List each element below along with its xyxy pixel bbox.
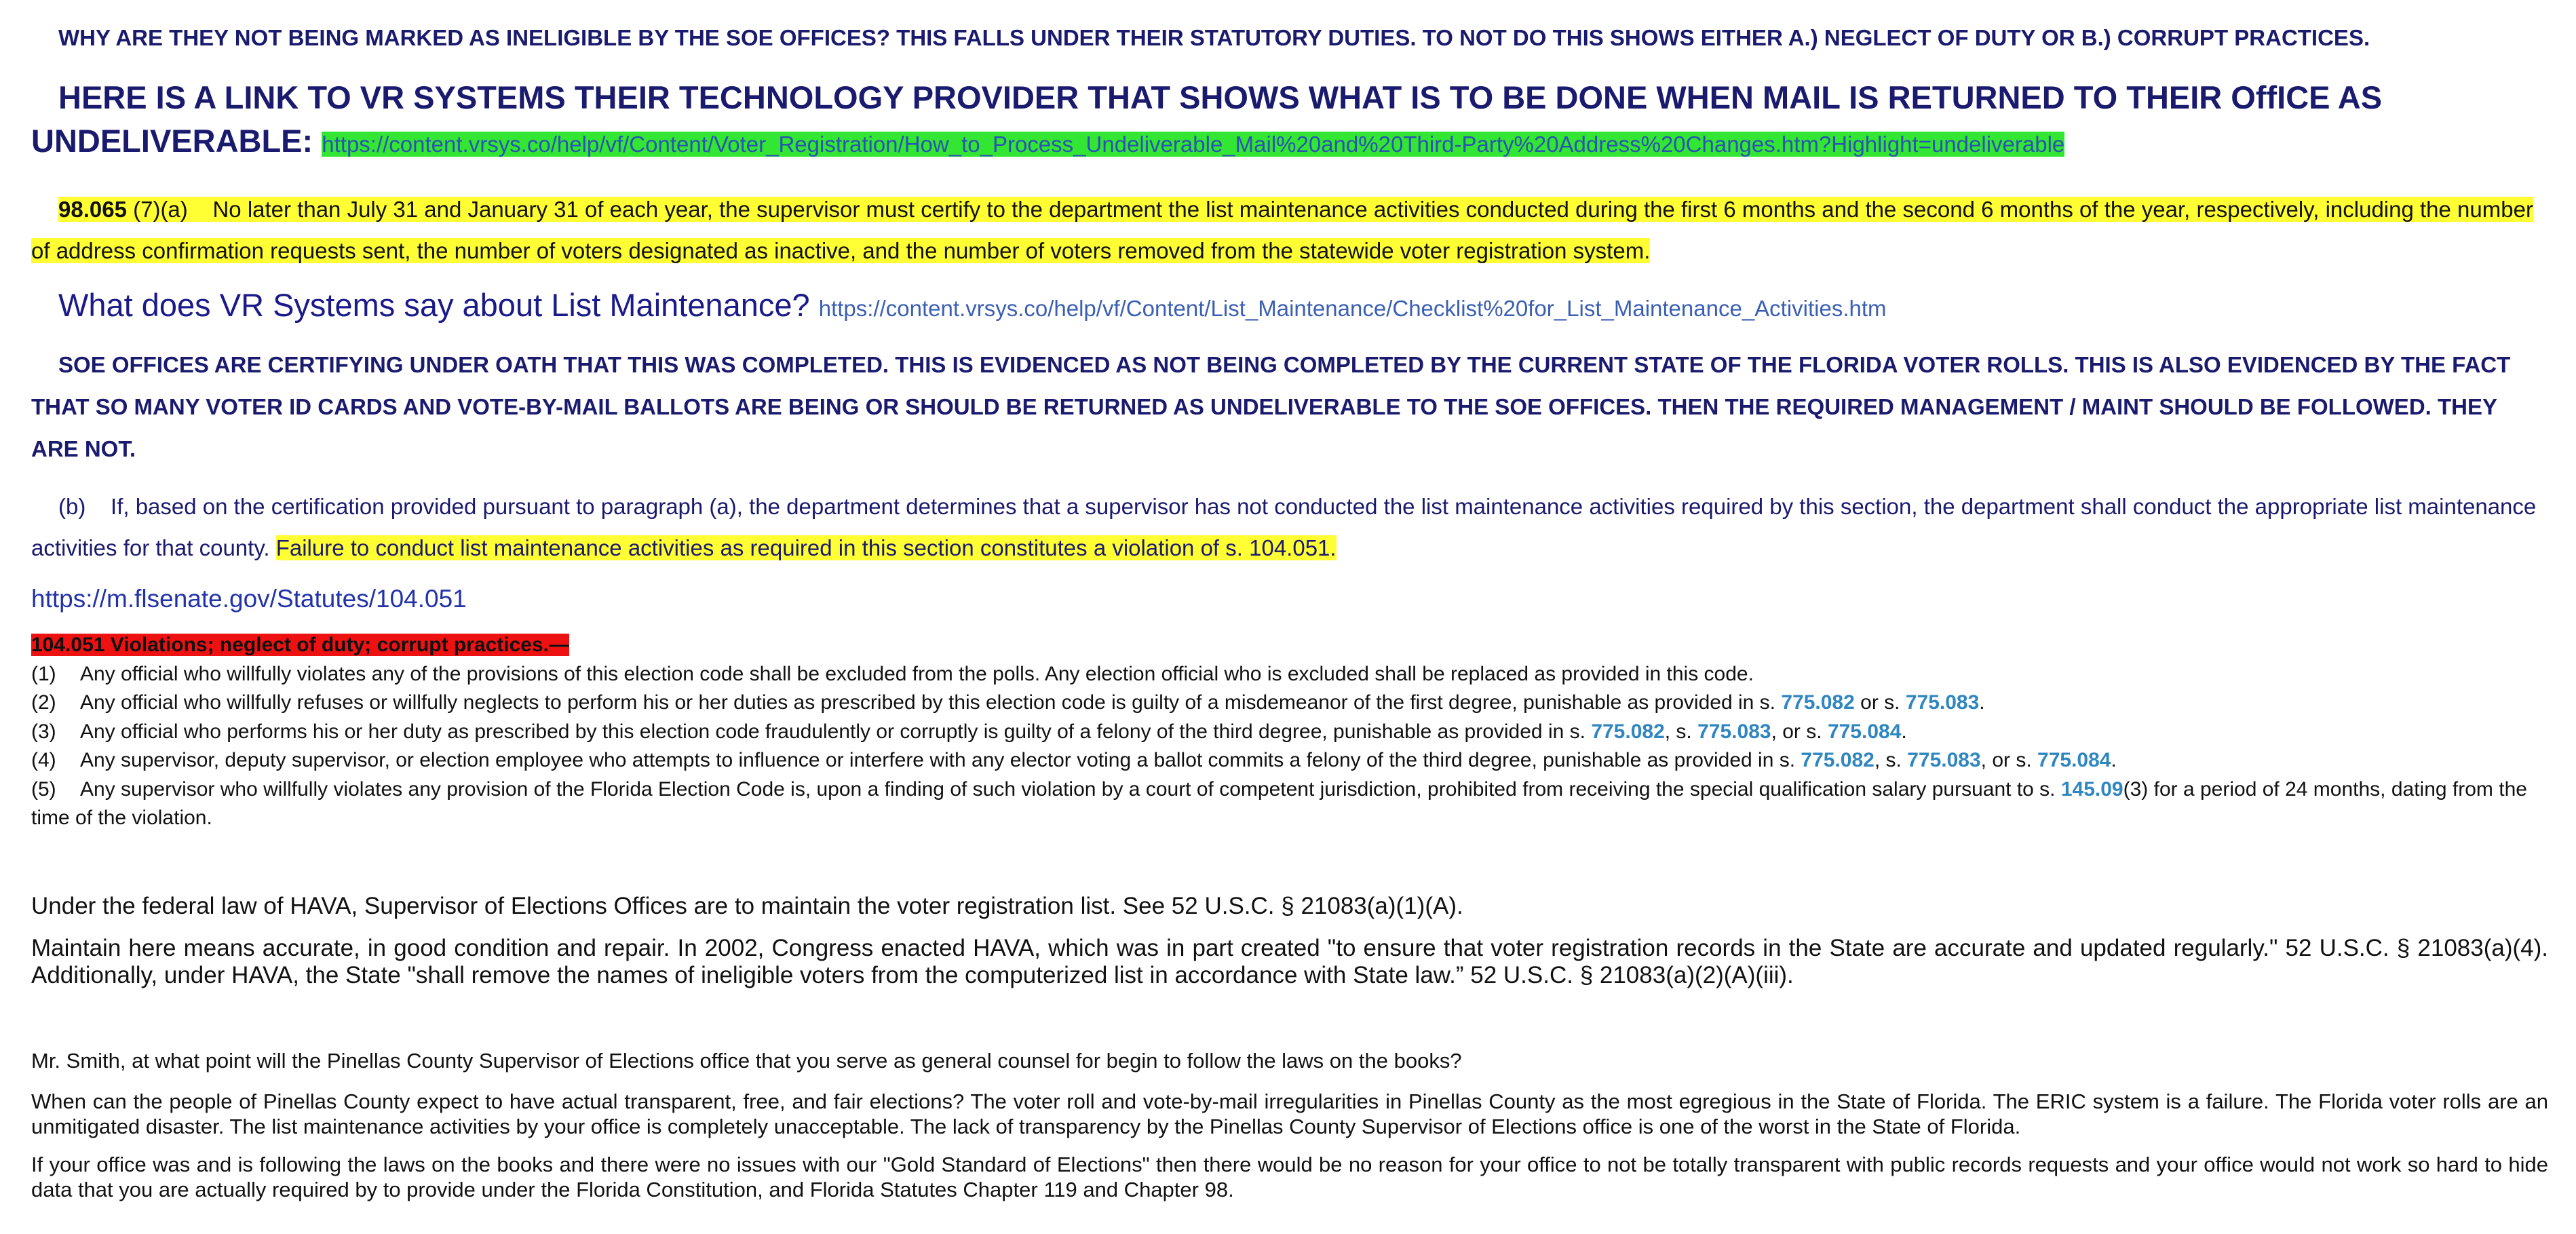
list-item-connector: , or s.	[1980, 749, 2032, 771]
list-item-text: Any official who performs his or her duty as prescribed by this election code fraudulently or corruptly is guilty of a felony of the third degree, punishable as provided in s.	[80, 720, 1585, 743]
statute-ref-link[interactable]: 775.083	[1697, 720, 1771, 743]
paragraph-b-label: (b)	[58, 494, 86, 519]
list-item	[31, 718, 2548, 747]
statute-subsection: (7)(a)	[133, 197, 188, 222]
closing-paragraph-2-text: If your office was and is following the laws on the books and there were no issues with our "Gold Standard of Elections" then there would be no reason for your office to not be totally transparent with public records requests and your office would not work so hard to hide data that you are actually required by to provide under the Florida Constitution, and Florida Statutes Chapter 119 and Chapter 98.	[31, 1153, 2548, 1201]
vr-systems-link-paragraph	[31, 76, 2548, 166]
hava-paragraph-1-text: Under the federal law of HAVA, Supervisor of Elections Offices are to maintain the voter registration list. See 52 U.S.C. § 21083(a)(1)(A).	[31, 893, 1463, 919]
statute-104-051	[31, 631, 2548, 833]
list-maintenance-question	[31, 284, 2548, 330]
closing-paragraph-2	[31, 1152, 2548, 1202]
list-maintenance-question-text: What does VR Systems say about List Maintenance?	[58, 287, 810, 323]
closing-paragraph-1-text: When can the people of Pinellas County expect to have actual transparent, free, and fair elections? The voter roll and vote-by-mail irregularities in Pinellas County as the most egregious in the State of Florida. The ERIC system is a failure. The Florida voter rolls are an unmitigated disaster. The list maintenance activities by your office is completely unacceptable. The lack of transparency by the Pinellas County Supervisor of Elections office is one of the worst in the State of Florida.	[31, 1090, 2548, 1138]
statute-ref-link[interactable]: 775.082	[1781, 691, 1855, 714]
soe-certification-statement	[31, 344, 2548, 470]
intro-question-text: WHY ARE THEY NOT BEING MARKED AS INELIGIBLE BY THE SOE OFFICES? THIS FALLS UNDER THEIR STATUTORY DUTIES. TO NOT DO THIS SHOWS EITHER A.) NEGLECT OF DUTY OR B.) CORRUPT PRACTICES.	[58, 25, 2370, 50]
statute-ref-link[interactable]: 145.09	[2060, 777, 2123, 801]
closing-question-text: Mr. Smith, at what point will the Pinellas County Supervisor of Elections office that you serve as general counsel for begin to follow the laws on the books?	[31, 1049, 1462, 1073]
list-item-connector: or s.	[1860, 691, 1900, 714]
list-item-number: (5)	[31, 777, 56, 801]
list-item-number: (4)	[31, 749, 56, 771]
hava-paragraph-2-text: Maintain here means accurate, in good condition and repair. In 2002, Congress enacted HAVA, which was in part created "to ensure that voter registration records in the State are accurate and updated regularly." 52 U.S.C. § 21083(a)(4). Additionally, under HAVA, the State "shall remove the names of ineligible voters from the computerized list in accordance with State law.” 52 U.S.C. § 21083(a)(2)(A)(iii).	[31, 935, 2548, 988]
list-item-number: (1)	[31, 662, 56, 685]
list-item-connector: , s.	[1664, 720, 1692, 743]
flsenate-statute-link[interactable]: https://m.flsenate.gov/Statutes/104.051	[31, 585, 467, 613]
list-item	[31, 775, 2548, 833]
statute-paragraph-b	[31, 486, 2548, 568]
violation-highlight: Failure to conduct list maintenance activities as required in this section constitutes a violation of s. 104.051.	[275, 535, 1337, 560]
statute-98-065-text: No later than July 31 and January 31 of each year, the supervisor must certify to the department the list maintenance activities conducted during the first 6 months and the second 6 months of the year, respectively, including the number of address confirmation requests sent, the number of voters designated as inactive, and the number of voters removed from the statewide voter registration system.	[31, 197, 2533, 263]
list-item	[31, 660, 2548, 689]
list-item	[31, 746, 2548, 775]
hava-paragraph-2	[31, 935, 2548, 989]
list-item-text: Any official who willfully refuses or willfully neglects to perform his or her duties as prescribed by this election code is guilty of a misdemeanor of the first degree, punishable as provided in s.	[80, 691, 1775, 714]
soe-certification-text: SOE OFFICES ARE CERTIFYING UNDER OATH THAT THIS WAS COMPLETED. THIS IS EVIDENCED AS NOT BEING COMPLETED BY THE CURRENT STATE OF THE FLORIDA VOTER ROLLS. THIS IS ALSO EVIDENCED BY THE FACT THAT SO MANY VOTER ID CARDS AND VOTE-BY-MAIL BALLOTS ARE BEING OR SHOULD BE RETURNED AS UNDELIVERABLE TO THE SOE OFFICES. THEN THE REQUIRED MANAGEMENT / MAINT SHOULD BE FOLLOWED. THEY ARE NOT.	[31, 352, 2511, 461]
list-item-connector: , s.	[1874, 749, 1902, 771]
paragraph-b-text: If, based on the certification provided pursuant to paragraph (a), the department determines that a supervisor has not conducted the list maintenance activities required by this section, the department shall conduct the appropriate list maintenance activities for that county.	[31, 494, 2537, 560]
undeliverable-label: UNDELIVERABLE:	[31, 123, 313, 159]
list-item-text-end: (3) for a period of 24 months, dating from the time of the violation.	[31, 777, 2527, 829]
list-item-text: Any official who willfully violates any of the provisions of this election code shall be excluded from the polls. Any election official who is excluded shall be replaced as provided in this code.	[80, 662, 1754, 685]
list-item	[31, 689, 2548, 718]
statute-ref-link[interactable]: 775.083	[1907, 749, 1981, 771]
statute-104-051-title: 104.051 Violations; neglect of duty; corrupt practices.—	[31, 634, 569, 656]
closing-question	[31, 1046, 2548, 1076]
list-item-number: (2)	[31, 691, 56, 714]
statute-section-number: 98.065	[58, 197, 127, 222]
list-item-end: .	[1979, 691, 1985, 714]
statute-ref-link[interactable]: 775.084	[1827, 720, 1902, 743]
list-item-connector: , or s.	[1771, 720, 1822, 743]
list-item-end: .	[2111, 749, 2117, 771]
list-maintenance-link[interactable]: https://content.vrsys.co/help/vf/Content/List_Maintenance/Checklist%20for_List_Maintenance_Activities.htm	[818, 296, 1887, 321]
intro-question	[31, 23, 2548, 53]
flsenate-link-line	[31, 582, 2548, 616]
list-item-text: Any supervisor who willfully violates any provision of the Florida Election Code is, upon a finding of such violation by a court of competent jurisdiction, prohibited from receiving the special qualification salary pursuant to s.	[80, 777, 2056, 801]
hava-paragraph-1	[31, 890, 2548, 923]
list-item-number: (3)	[31, 720, 56, 743]
statute-ref-link[interactable]: 775.083	[1905, 691, 1980, 714]
statute-98-065-paragraph	[31, 189, 2548, 271]
list-item-end: .	[1901, 720, 1907, 743]
vr-systems-heading: HERE IS A LINK TO VR SYSTEMS THEIR TECHNOLOGY PROVIDER THAT SHOWS WHAT IS TO BE DONE WHEN MAIL IS RETURNED TO THEIR OffICE AS	[58, 79, 2383, 115]
statute-ref-link[interactable]: 775.084	[2037, 749, 2111, 771]
list-item-text: Any supervisor, deputy supervisor, or election employee who attempts to influence or interfere with any elector voting a ballot commits a felony of the third degree, punishable as provided in s.	[80, 749, 1796, 771]
statute-ref-link[interactable]: 775.082	[1801, 749, 1875, 771]
undeliverable-mail-link[interactable]: https://content.vrsys.co/help/vf/Content/Voter_Registration/How_to_Process_Undeliverable_Mail%20and%20Third-Party%20Address%20Changes.htm?Highlight=undeliverable	[322, 132, 2065, 157]
statute-ref-link[interactable]: 775.082	[1591, 720, 1665, 743]
closing-paragraph-1	[31, 1089, 2548, 1139]
